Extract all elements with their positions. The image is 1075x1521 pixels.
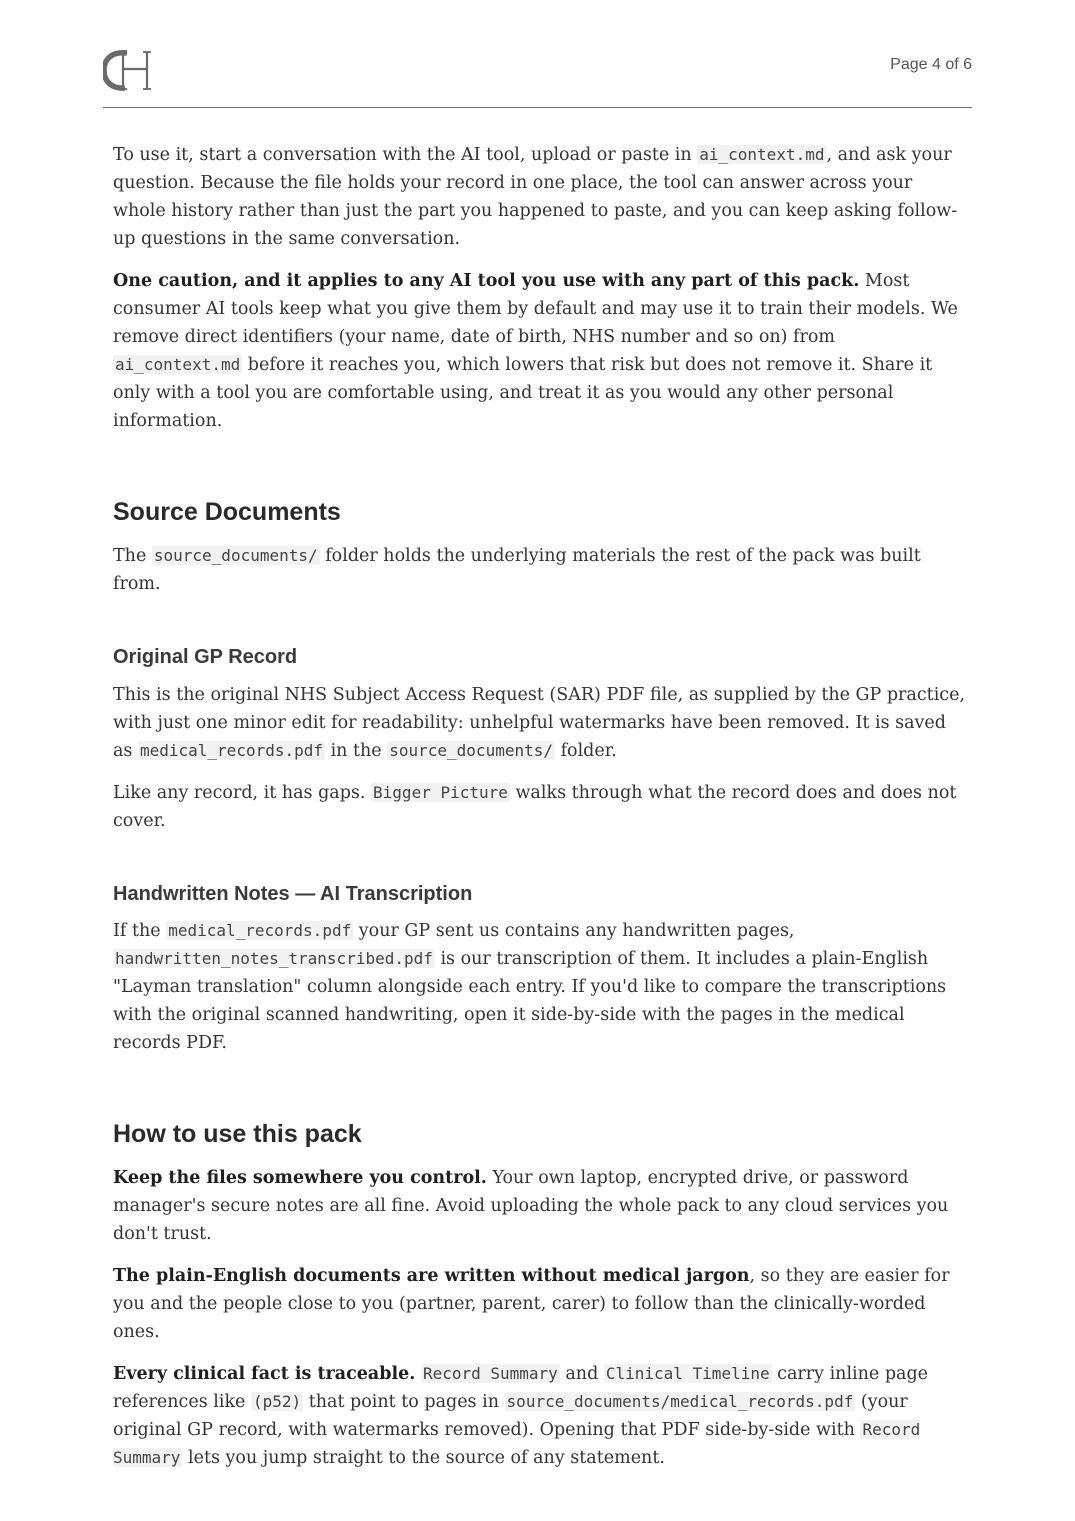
document-reference-code: Record Summary bbox=[422, 1364, 558, 1383]
original-gp-paragraph-2: Like any record, it has gaps. Bigger Picture walks through what the record does and does not cover. bbox=[113, 783, 957, 831]
page-header bbox=[103, 44, 972, 108]
original-gp-paragraph-1: This is the original NHS Subject Access Request (SAR) PDF file, as supplied by the GP practice, with just one minor edit for readability: unhelpful watermarks have been removed. It is saved as medical_records.pdf in the source_documents/ folder. bbox=[113, 685, 966, 761]
source-documents-paragraph: The source_documents/ folder holds the underlying materials the rest of the pack was built from. bbox=[113, 546, 921, 594]
document-reference-code: Record Summary bbox=[113, 1420, 921, 1467]
intro-paragraph-2: One caution, and it applies to any AI tool you use with any part of this pack. Most consumer AI tools keep what you give them by default and may use it to train their models. We remove direct identifiers (your name, date of birth, NHS number and so on) from ai_context.md before it reaches you, which lowers that risk but does not remove it. Share it only with a tool you are comfortable using, and treat it as you would any other personal information. bbox=[113, 271, 958, 431]
subheading-original-gp-record: Original GP Record bbox=[113, 646, 298, 668]
how-to-use-paragraph-1: Keep the files somewhere you control. Your own laptop, encrypted drive, or password manager's secure notes are all fine. Avoid uploading the whole pack to any cloud services you don't trust. bbox=[113, 1168, 949, 1244]
section-heading-how-to-use: How to use this pack bbox=[113, 1120, 362, 1148]
filename-code: medical_records.pdf bbox=[139, 741, 324, 760]
filename-code: ai_context.md bbox=[115, 355, 241, 374]
filename-code: medical_records.pdf bbox=[168, 921, 352, 940]
ch-logo bbox=[103, 48, 157, 92]
filename-code: handwritten_notes_transcribed.pdf bbox=[115, 949, 433, 968]
document-reference-code: Clinical Timeline bbox=[605, 1364, 770, 1383]
document-body bbox=[113, 141, 965, 1486]
how-to-use-paragraph-3: Every clinical fact is traceable. Record Summary and Clinical Timeline carry inline page references like (p52) that point to pages in source_documents/medical_records.pdf (your original GP record, with watermarks removed). Opening that PDF side-by-side with Record Summary lets you jump straight to the source of any statement. bbox=[113, 1364, 929, 1468]
folder-code: source_documents/ bbox=[153, 546, 318, 565]
folder-code: source_documents/ bbox=[389, 741, 553, 760]
caution-bold: One caution, and it applies to any AI tool you use with any part of this pack. bbox=[113, 271, 860, 291]
page-reference-code: (p52) bbox=[252, 1392, 302, 1411]
page-number: Page 4 of 6 bbox=[890, 56, 972, 73]
section-heading-source-documents: Source Documents bbox=[113, 498, 341, 526]
how-to-use-paragraph-2: The plain-English documents are written without medical jargon, so they are easier for you and the people close to you (partner, parent, carer) to follow than the clinically-worded ones. bbox=[113, 1266, 950, 1342]
document-reference-code: Bigger Picture bbox=[373, 783, 508, 802]
subheading-handwritten-notes: Handwritten Notes — AI Transcription bbox=[113, 883, 473, 905]
filename-code: ai_context.md bbox=[699, 145, 825, 164]
handwritten-paragraph: If the medical_records.pdf your GP sent us contains any handwritten pages, handwritten_notes_transcribed.pdf is our transcription of them. It includes a plain-English "Layman translation" column alongside each entry. If you'd like to compare the transcriptions with the original scanned handwriting, open it side-by-side with the pages in the medical records PDF. bbox=[113, 921, 947, 1053]
intro-paragraph-1: To use it, start a conversation with the AI tool, upload or paste in ai_context.md , and ask your question. Because the file holds your record in one place, the tool can answer across your whole history rather than just the part you happened to paste, and you can keep asking follow-up questions in the same conversation. bbox=[113, 145, 958, 249]
filepath-code: source_documents/medical_records.pdf bbox=[506, 1392, 854, 1411]
